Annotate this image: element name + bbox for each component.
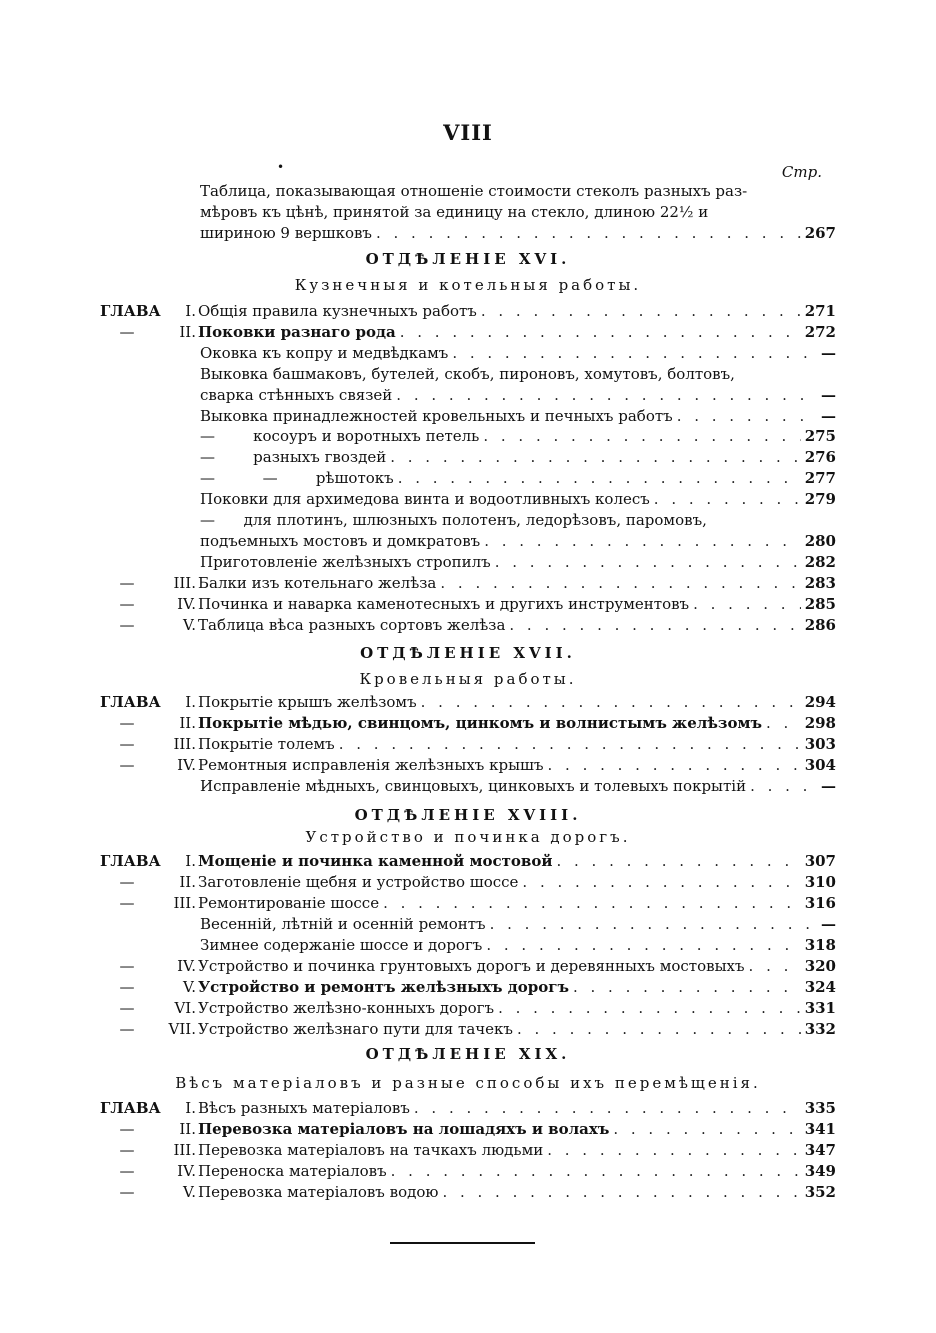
chapter-number: I. — [185, 302, 196, 320]
leader-dots — [339, 734, 801, 755]
entry-text: Приготовленіе желѣзныхъ стропилъ — [200, 552, 491, 571]
entry-page: 335 — [804, 1099, 836, 1117]
entry-page: 279 — [804, 490, 836, 509]
toc-row — [100, 893, 836, 914]
entry-text: Заготовленіе щебня и устройство шоссе — [198, 873, 519, 891]
entry-page: 304 — [804, 756, 836, 774]
chapter-number: III. — [173, 894, 196, 912]
entry-page: — — [821, 915, 836, 933]
toc-entry — [198, 1019, 836, 1040]
entry-page: 285 — [804, 594, 836, 613]
toc-row — [100, 343, 836, 364]
entry-text: подъемныхъ мостовъ и домкратовъ — [200, 531, 481, 550]
toc-entry — [198, 713, 836, 734]
toc-row — [100, 468, 836, 489]
leader-dots — [522, 872, 800, 893]
toc-row — [100, 426, 836, 447]
toc-row — [100, 935, 836, 956]
toc-row — [100, 301, 836, 322]
section-title: ОТДѢЛЕНІЕ XIX. — [365, 1045, 571, 1063]
entry-page: 324 — [804, 978, 836, 996]
toc-entry — [198, 1182, 836, 1203]
leader-dots — [400, 322, 801, 343]
toc-entry — [200, 510, 836, 531]
toc-entry — [200, 426, 836, 447]
entry-text: Оковка къ копру и медвѣдкамъ — [200, 343, 449, 362]
chapter-label: — — [119, 1140, 135, 1159]
chapter-number: I. — [185, 1099, 196, 1117]
toc-row — [100, 1119, 836, 1140]
chapter-number: II. — [179, 322, 196, 341]
leader-dots — [613, 1119, 800, 1140]
toc-entry — [198, 301, 836, 322]
entry-page: 271 — [804, 302, 836, 320]
entry-text: Устройство желѣзнаго пути для тачекъ — [198, 1020, 513, 1038]
section-title: ОТДѢЛЕНІЕ XVIII. — [354, 806, 582, 824]
leader-dots — [766, 713, 801, 734]
intro-line: мѣровъ къ цѣнѣ, принятой за единицу на стекло, длиною 22½ и — [200, 203, 709, 221]
entry-page: 316 — [804, 894, 836, 912]
toc-row — [100, 322, 836, 343]
leader-dots — [517, 1019, 801, 1040]
chapter-label: — — [119, 594, 135, 613]
leader-dots — [495, 552, 801, 573]
entry-page: 320 — [804, 957, 836, 975]
entry-page: 332 — [804, 1020, 836, 1038]
toc-row — [100, 755, 836, 776]
toc-entry — [198, 615, 836, 636]
entry-page: 310 — [804, 873, 836, 891]
leader-dots — [376, 223, 801, 244]
entry-page: — — [821, 385, 836, 404]
chapter-number: II. — [179, 1119, 196, 1138]
chapter-number: III. — [173, 573, 196, 592]
toc-row — [100, 385, 836, 406]
toc-row — [100, 1140, 836, 1161]
leader-dots — [573, 977, 801, 998]
entry-page: 341 — [804, 1119, 836, 1138]
toc-entry — [200, 935, 836, 956]
end-rule — [390, 1242, 535, 1244]
toc-row — [100, 734, 836, 755]
chapter-label: — — [119, 756, 135, 774]
toc-entry — [200, 531, 836, 552]
toc-entry — [198, 1161, 836, 1182]
chapter-number: I. — [185, 693, 196, 711]
toc-row — [100, 1182, 836, 1203]
section-title: ОТДѢЛЕНІЕ XVII. — [360, 644, 576, 662]
entry-page: 303 — [804, 735, 836, 753]
page-column-label: Стр. — [781, 163, 822, 181]
chapter-label: — — [119, 1182, 135, 1201]
leader-dots — [391, 1161, 801, 1182]
entry-page: 318 — [804, 936, 836, 954]
toc-entry — [200, 914, 836, 935]
entry-page: 277 — [804, 469, 836, 488]
page-number: VIII — [443, 120, 493, 145]
toc-row — [100, 1019, 836, 1040]
toc-entry — [200, 343, 836, 364]
toc-row — [100, 615, 836, 636]
toc-entry — [198, 734, 836, 755]
toc-entry — [198, 977, 836, 998]
entry-text: Исправленіе мѣдныхъ, свинцовыхъ, цинковыхъ и толевыхъ покрытій — [200, 777, 747, 795]
toc-row — [100, 914, 836, 935]
toc-row — [100, 977, 836, 998]
entry-text: Весенній, лѣтній и осенній ремонтъ — [200, 915, 486, 933]
entry-text: Таблица вѣса разныхъ сортовъ желѣза — [198, 615, 506, 634]
entry-page: 280 — [804, 531, 836, 550]
chapter-number: VII. — [168, 1020, 196, 1038]
entry-page: 352 — [804, 1182, 836, 1201]
chapter-label: — — [119, 1119, 135, 1138]
entry-text: Мощеніе и починка каменной мостовой — [198, 852, 553, 870]
chapter-number: V. — [183, 978, 196, 996]
chapter-label: ГЛАВА — [100, 693, 161, 711]
chapter-number: III. — [173, 735, 196, 753]
section-subtitle: Устройство и починка дорогъ. — [305, 828, 631, 846]
toc-entry — [200, 364, 836, 385]
chapter-label: ГЛАВА — [100, 302, 161, 320]
leader-dots — [498, 998, 801, 1019]
entry-text: Покрытіе толемъ — [198, 735, 335, 753]
toc-entry — [198, 755, 836, 776]
section-subtitle: Кузнечныя и котельныя работы. — [294, 276, 642, 294]
entry-text: Поковки разнаго рода — [198, 322, 396, 341]
entry-page: 347 — [804, 1140, 836, 1159]
dot-mark: • — [277, 160, 285, 174]
toc-row — [100, 713, 836, 734]
intro-page: 267 — [804, 224, 836, 242]
toc-row — [100, 552, 836, 573]
toc-entry — [200, 406, 836, 427]
toc-entry — [198, 1119, 836, 1140]
entry-text: Устройство и ремонтъ желѣзныхъ дорогъ — [198, 978, 569, 996]
entry-page: 283 — [804, 573, 836, 592]
entry-text: Устройство и починка грунтовыхъ дорогъ и деревянныхъ мостовыхъ — [198, 957, 745, 975]
entry-text: Выковка принадлежностей кровельныхъ и печныхъ работъ — [200, 406, 673, 425]
intro-line: Таблица, показывающая отношеніе стоимости стеколъ разныхъ раз- — [200, 182, 748, 200]
chapter-label: — — [119, 573, 135, 592]
leader-dots — [750, 776, 810, 797]
chapter-number: IV. — [177, 957, 196, 975]
entry-text: Вѣсъ разныхъ матеріаловъ — [198, 1099, 410, 1117]
leader-dots — [509, 615, 800, 636]
toc-entry — [198, 322, 836, 343]
entry-page: 275 — [804, 427, 836, 446]
toc-entry — [198, 893, 836, 914]
chapter-label: — — [119, 894, 135, 912]
intro-entry — [200, 181, 836, 244]
entry-page: 276 — [804, 448, 836, 467]
entry-page: — — [821, 343, 836, 362]
leader-dots — [556, 851, 800, 872]
toc-entry — [198, 998, 836, 1019]
toc-row — [100, 406, 836, 427]
entry-page: — — [821, 777, 836, 795]
leader-dots — [481, 301, 801, 322]
chapter-label: — — [119, 735, 135, 753]
entry-text: Починка и наварка каменотесныхъ и другихъ инструментовъ — [198, 594, 690, 613]
leader-dots — [654, 489, 801, 510]
entry-text: Выковка башмаковъ, бутелей, скобъ, пироновъ, хомутовъ, болтовъ, — [200, 364, 735, 383]
entry-text: Ремонтныя исправленія желѣзныхъ крышъ — [198, 756, 544, 774]
section-subtitle: Кровельныя работы. — [359, 670, 577, 688]
leader-dots — [383, 893, 801, 914]
leader-dots — [677, 406, 810, 427]
chapter-number: III. — [173, 1140, 196, 1159]
entry-text: Поковки для архимедова винта и водоотливныхъ колесъ — [200, 490, 650, 509]
chapter-label: — — [119, 999, 135, 1017]
leader-dots — [483, 426, 800, 447]
entry-text: Зимнее содержаніе шоссе и дорогъ — [200, 936, 483, 954]
chapter-number: IV. — [177, 594, 196, 613]
toc-row — [100, 1098, 836, 1119]
toc-entry — [200, 552, 836, 573]
leader-dots — [484, 531, 801, 552]
chapter-number: I. — [185, 852, 196, 870]
leader-dots — [486, 935, 800, 956]
chapter-number: V. — [183, 1182, 196, 1201]
toc-entry — [198, 692, 836, 713]
leader-dots — [396, 385, 810, 406]
toc-entry — [198, 1098, 836, 1119]
toc-row — [100, 776, 836, 797]
toc-entry — [200, 776, 836, 797]
leader-dots — [749, 956, 801, 977]
chapter-label: — — [119, 978, 135, 996]
chapter-label: — — [119, 1020, 135, 1038]
leader-dots — [548, 755, 801, 776]
toc-row — [100, 531, 836, 552]
entry-text: Покрытіе мѣдью, свинцомъ, цинкомъ и волнистымъ желѣзомъ — [198, 714, 762, 732]
toc-row — [100, 998, 836, 1019]
toc-entry — [198, 872, 836, 893]
entry-text: Перевозка матеріаловъ на лошадяхъ и волахъ — [198, 1119, 610, 1138]
entry-page: 294 — [804, 693, 836, 711]
leader-dots — [442, 1182, 800, 1203]
entry-text: Покрытіе крышъ желѣзомъ — [198, 693, 417, 711]
leader-dots — [490, 914, 810, 935]
toc-entry — [198, 956, 836, 977]
entry-text: Устройство желѣзно-конныхъ дорогъ — [198, 999, 495, 1017]
entry-page: 307 — [804, 852, 836, 870]
section-subtitle: Вѣсъ матеріаловъ и разные способы ихъ перемѣщенія. — [175, 1074, 761, 1092]
chapter-number: V. — [183, 615, 196, 634]
chapter-label: — — [119, 1161, 135, 1180]
leader-dots — [452, 343, 810, 364]
toc-entry — [200, 468, 836, 489]
toc-entry — [200, 447, 836, 468]
toc-entry — [198, 573, 836, 594]
entry-text: Балки изъ котельнаго желѣза — [198, 573, 437, 592]
entry-page: 272 — [804, 322, 836, 341]
leader-dots — [440, 573, 800, 594]
chapter-label: ГЛАВА — [100, 852, 161, 870]
toc-row — [100, 573, 836, 594]
entry-page: 331 — [804, 999, 836, 1017]
entry-page: 298 — [804, 714, 836, 732]
chapter-number: IV. — [177, 756, 196, 774]
entry-text: — — рѣшотокъ — [200, 469, 394, 488]
chapter-number: II. — [179, 873, 196, 891]
toc-row — [100, 1161, 836, 1182]
chapter-number: IV. — [177, 1161, 196, 1180]
chapter-label: — — [119, 615, 135, 634]
entry-text: сварка стѣнныхъ связей — [200, 385, 393, 404]
chapter-label: — — [119, 873, 135, 891]
toc-entry — [200, 385, 836, 406]
toc-row — [100, 510, 836, 531]
chapter-number: II. — [179, 714, 196, 732]
leader-dots — [693, 594, 801, 615]
toc-entry — [198, 594, 836, 615]
toc-row — [100, 489, 836, 510]
leader-dots — [398, 468, 801, 489]
intro-last-line — [200, 223, 836, 244]
leader-dots — [390, 447, 800, 468]
chapter-label: — — [119, 957, 135, 975]
toc-row — [100, 851, 836, 872]
toc-entry — [198, 851, 836, 872]
chapter-label: ГЛАВА — [100, 1099, 161, 1117]
toc-row — [100, 447, 836, 468]
entry-page: 349 — [804, 1161, 836, 1180]
toc-entry — [200, 489, 836, 510]
leader-dots — [414, 1098, 801, 1119]
toc-entry — [198, 1140, 836, 1161]
intro-last-text: шириною 9 вершковъ — [200, 224, 372, 242]
chapter-label: — — [119, 322, 135, 341]
entry-text: — косоуръ и воротныхъ петель — [200, 427, 480, 446]
toc-row — [100, 956, 836, 977]
entry-text: — разныхъ гвоздей — [200, 448, 387, 467]
toc-row — [100, 692, 836, 713]
entry-page: — — [821, 406, 836, 425]
chapter-label: — — [119, 714, 135, 732]
entry-text: Перевозка матеріаловъ водою — [198, 1182, 439, 1201]
leader-dots — [421, 692, 801, 713]
chapter-number: VI. — [174, 999, 196, 1017]
entry-text: Перевозка матеріаловъ на тачкахъ людьми — [198, 1140, 544, 1159]
toc-row — [100, 364, 836, 385]
entry-text: Общія правила кузнечныхъ работъ — [198, 302, 477, 320]
toc-row — [100, 594, 836, 615]
entry-text: Ремонтированіе шоссе — [198, 894, 380, 912]
leader-dots — [547, 1140, 800, 1161]
entry-page: 286 — [804, 615, 836, 634]
entry-text: Переноска матеріаловъ — [198, 1161, 387, 1180]
section-title: ОТДѢЛЕНІЕ XVI. — [365, 250, 571, 268]
toc-row — [100, 872, 836, 893]
entry-text: — для плотинъ, шлюзныхъ полотенъ, ледорѣзовъ, паромовъ, — [200, 511, 707, 529]
entry-page: 282 — [804, 552, 836, 571]
